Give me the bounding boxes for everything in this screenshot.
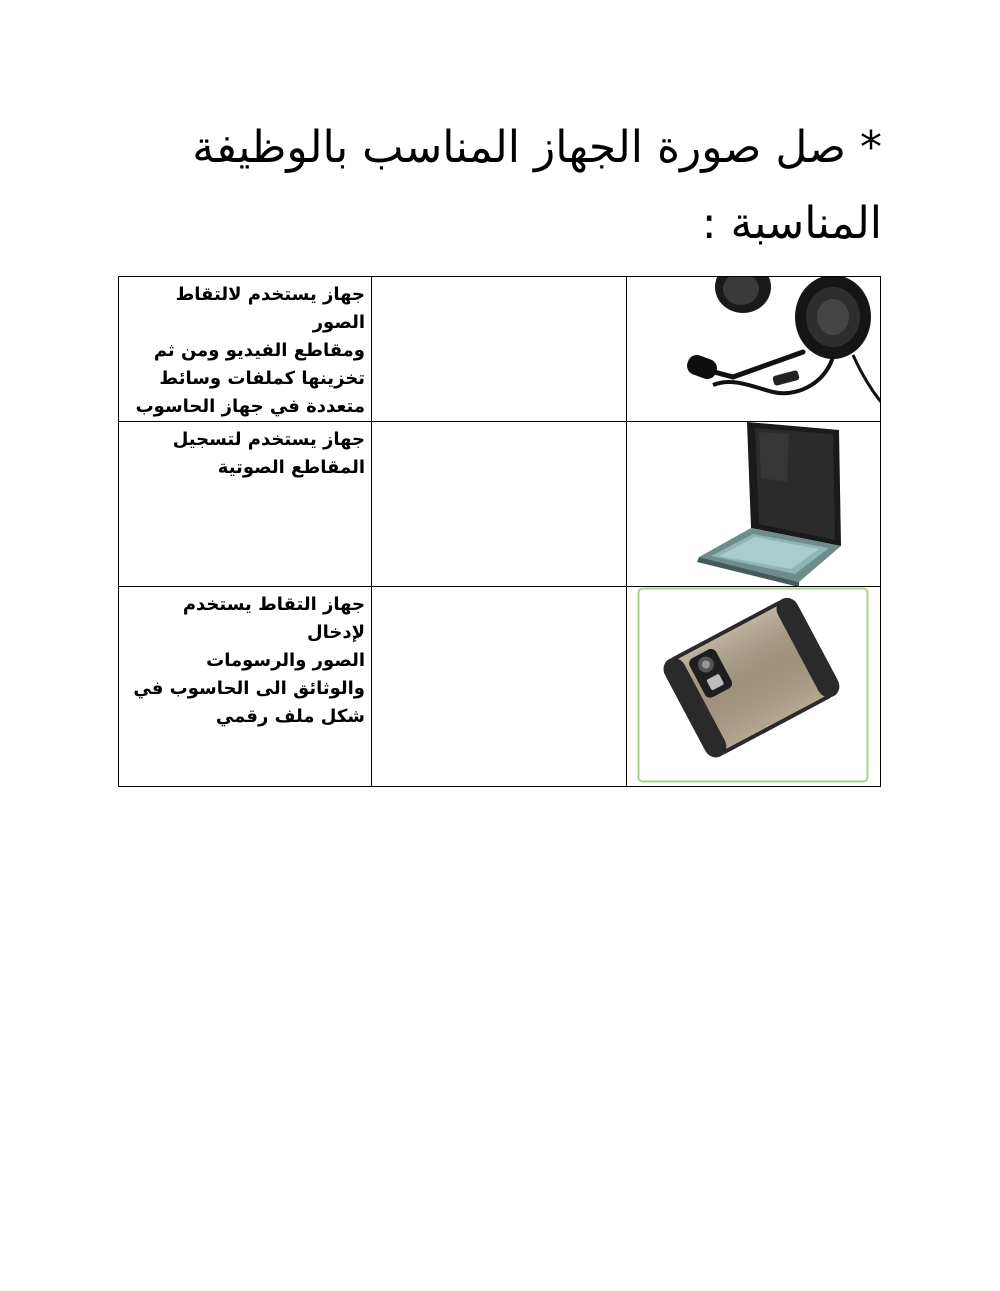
flatbed-scanner-icon[interactable] bbox=[689, 422, 849, 587]
answer-blank-cell[interactable] bbox=[372, 277, 627, 422]
description-cell bbox=[119, 277, 372, 422]
table-row bbox=[119, 587, 881, 787]
description-cell bbox=[119, 422, 372, 587]
table-row bbox=[119, 277, 881, 422]
description-cell bbox=[119, 587, 372, 787]
description-text: جهاز التقاط يستخدم لإدخال الصور والرسومات والوثائق الى الحاسوب في شكل ملف رقمي bbox=[133, 594, 365, 727]
image-cell bbox=[627, 422, 881, 587]
smartphone-camera-icon[interactable] bbox=[637, 587, 869, 783]
table-row bbox=[119, 422, 881, 587]
headset-with-microphone-icon[interactable] bbox=[673, 277, 881, 414]
image-cell bbox=[627, 277, 881, 422]
description-text: جهاز يستخدم لالتقاط الصور ومقاطع الفيديو ومن ثم تخزينها كملفات وسائط متعددة في جهاز الحاسوب bbox=[135, 284, 365, 417]
worksheet-title: * صل صورة الجهاز المناسب بالوظيفة المناسبة : bbox=[192, 122, 882, 249]
answer-blank-cell[interactable] bbox=[372, 587, 627, 787]
matching-table bbox=[118, 276, 881, 787]
image-cell bbox=[627, 587, 881, 787]
description-text: جهاز يستخدم لتسجيل المقاطع الصوتية bbox=[172, 429, 365, 478]
answer-blank-cell[interactable] bbox=[372, 422, 627, 587]
